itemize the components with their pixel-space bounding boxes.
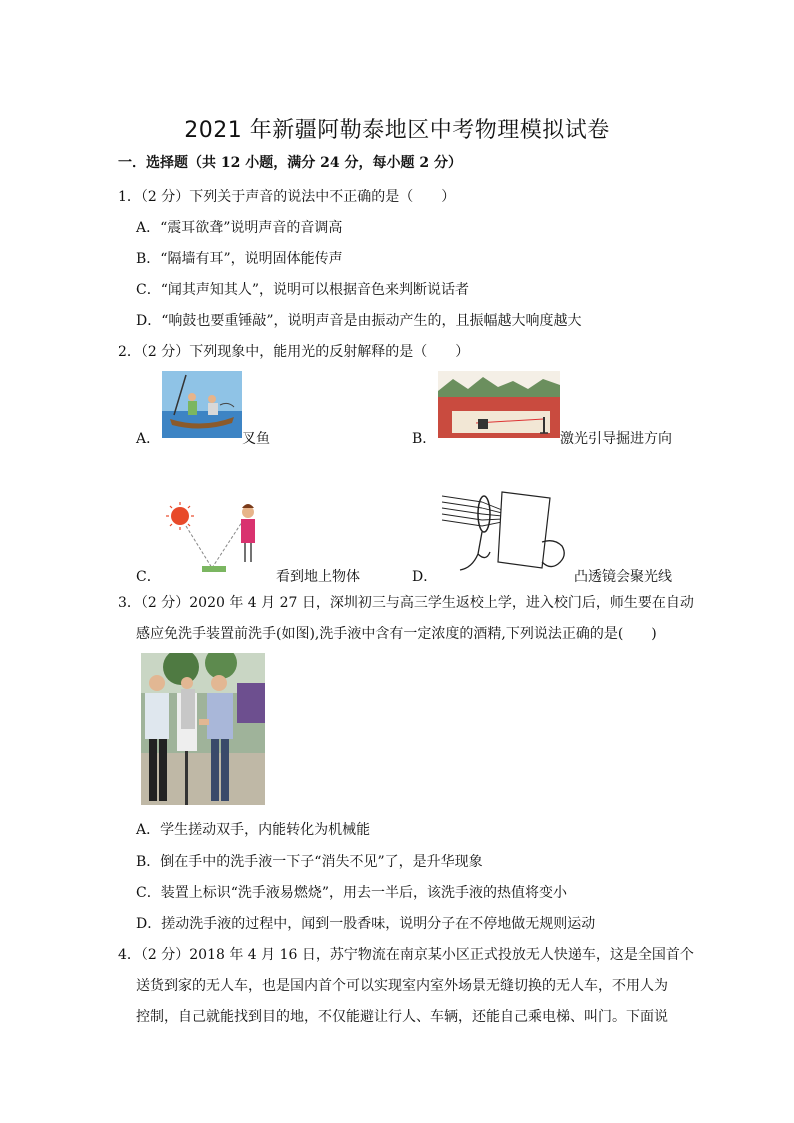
- q3-option-c[interactable]: C．装置上标识“洗手液易燃烧”，用去一半后，该洗手液的热值将变小: [136, 885, 568, 901]
- convex-lens-image: [438, 482, 574, 576]
- q2-option-a-label[interactable]: A．: [136, 431, 161, 447]
- q2-option-d-text: 凸透镜会聚光线: [574, 569, 672, 585]
- q1-option-c[interactable]: C．“闻其声知其人”，说明可以根据音色来判断说话者: [136, 282, 470, 298]
- q2-option-a-text: 叉鱼: [242, 431, 270, 447]
- q2-stem: 2．（2 分）下列现象中，能用光的反射解释的是（ ）: [118, 344, 470, 360]
- q4-stem-line1: 4．（2 分）2018 年 4 月 16 日，苏宁物流在南京某小区正式投放无人快递车，这是全国首个: [118, 947, 694, 963]
- q3-stem-line2: 感应免洗手装置前洗手(如图),洗手液中含有一定浓度的酒精,下列说法正确的是( ): [136, 626, 657, 642]
- laser-tunnel-image: [438, 371, 560, 438]
- q3-option-d[interactable]: D．搓动洗手液的过程中，闻到一股香味，说明分子在不停地做无规则运动: [136, 916, 596, 932]
- q2-option-d-label[interactable]: D．: [412, 569, 438, 585]
- spear-fishing-image: [162, 371, 242, 438]
- q1-stem: 1．（2 分）下列关于声音的说法中不正确的是（ ）: [118, 189, 456, 205]
- q1-option-b[interactable]: B．“隔墙有耳”，说明固体能传声: [136, 251, 343, 267]
- q2-option-c-text: 看到地上物体: [276, 569, 360, 585]
- q3-option-b[interactable]: B．倒在手中的洗手液一下子“消失不见”了，是升华现象: [136, 854, 483, 870]
- section-heading: 一．选择题（共 12 小题，满分 24 分，每小题 2 分）: [118, 155, 462, 171]
- sun-reflection-image: [162, 500, 272, 576]
- q2-option-b-text: 激光引导掘进方向: [560, 431, 672, 447]
- q1-option-d[interactable]: D．“响鼓也要重锤敲”，说明声音是由振动产生的，且振幅越大响度越大: [136, 313, 582, 329]
- q3-stem-line1: 3．（2 分）2020 年 4 月 27 日，深圳初三与高三学生返校上学，进入校门后，师生要在自动: [118, 595, 694, 611]
- q2-option-c-label[interactable]: C．: [136, 569, 161, 585]
- page-title: 2021 年新疆阿勒泰地区中考物理模拟试卷: [184, 118, 610, 143]
- q2-option-b-label[interactable]: B．: [412, 431, 437, 447]
- q1-option-a[interactable]: A．“震耳欲聋”说明声音的音调高: [136, 220, 343, 236]
- q4-stem-line2: 送货到家的无人车，也是国内首个可以实现室内室外场景无缝切换的无人车，不用人为: [136, 978, 668, 994]
- hand-sanitizer-photo: [141, 653, 265, 805]
- q4-stem-line3: 控制，自己就能找到目的地，不仅能避让行人、车辆，还能自己乘电梯、叫门。下面说: [136, 1009, 668, 1025]
- q3-option-a[interactable]: A．学生搓动双手，内能转化为机械能: [136, 822, 371, 838]
